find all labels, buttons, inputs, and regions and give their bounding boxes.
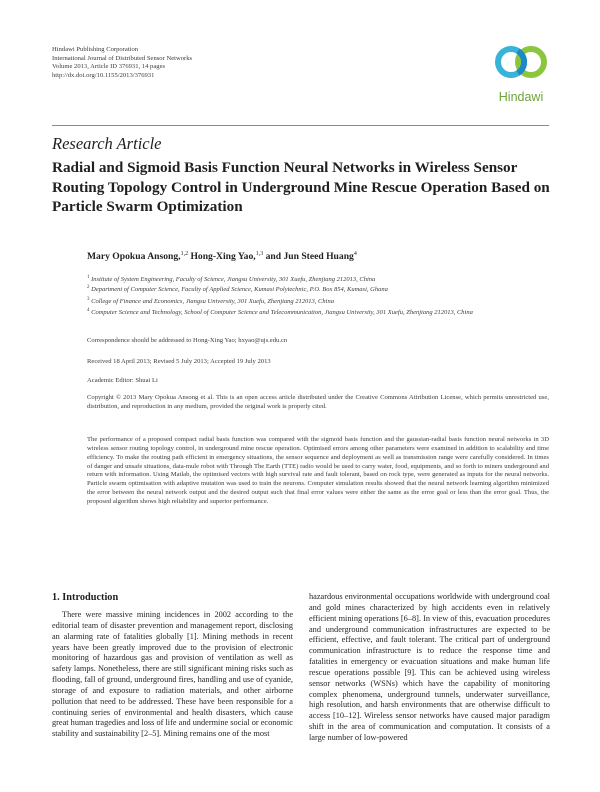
affiliation-text: Institute of System Engineering, Faculty of Science, Jiangsu University, 301 Xuefu, Zhenjiang 212013, China [91,276,376,284]
body-column-left: There were massive mining incidences in 2002 according to the editorial team of disaster prevention and management report, disclosing an alarming rate of fatalities globally [1]. Mining methods in recent years have been greatly improved due to the provision of electronic monitoring of hazardous gas and provision of ventilation as well as safety lamps. Nonetheless, there are still significant mining risks such as flooding, fall of ground, underground fires, handling and use of cyanide, storage of and exposure to radiation materials, and other airborne pollution that need to be addressed. These have been responsible for a continuing series of environmental and health disasters, which cause great human tragedies and loss of life and undermine social or economic stability and sustainability [2–5]. Mining remains one of the most [52,610,293,739]
author-name: Mary Opokua Ansong, [87,251,181,263]
author-affiliation-mark: 1,2 [180,251,189,257]
journal-name: International Journal of Distributed Sensor Networks [52,54,193,62]
affiliation-text: College of Finance and Economics, Jiangsu University, 301 Xuefu, Zhenjiang 212013, China [91,298,334,306]
author-affiliation-mark: 1,3 [255,251,264,257]
affiliation-number: 1 [87,275,90,280]
affiliation [87,296,507,307]
author-affiliation-mark: 4 [353,251,357,257]
paper-title: Radial and Sigmoid Basis Function Neural Networks in Wireless Sensor Routing Topology Control in Underground Mine Rescue Operation Based on Particle Swarm Optimization [52,159,550,215]
hindawi-logo [488,36,554,106]
abstract: The performance of a proposed compact radial basis function was compared with the sigmoid basis function and the gaussian-radial basis function neural networks in 3D wireless sensor routing topology control, in underground mine rescue operation. Optimised errors among other parameters were examined in addition to scalability and time efficiency. To make the routing path efficient in emergency situations, the sensor sequence and deployment as well as transmission range were carefully considered. In times of danger and unsafe situations, data-mule robot with Through The Earth (TTE) radio would be used to carry water, food, equipments, and so forth to miners underground and return with information. Using Matlab, the optimised vectors with high survival rate and fault tolerant, based on rock type, were generated as inputs for the neural networks. Particle swarm optimisation with adaptive mutation was used to train the neurons. Computer simulation results showed that the neural network learning algorithm minimized the error between the neural network output and the desired output such that final error values were either the same as the error goal or less than the error goal. Thus, the proposed algorithm shows high reliability and superior performance. [87,436,549,505]
header-divider [52,125,549,126]
copyright-notice: Copyright © 2013 Mary Opokua Ansong et al. This is an open access article distributed under the Creative Commons Attribution License, which permits unrestricted use, distribution, and reproduction in any medium, provided the original work is properly cited. [87,394,549,410]
affiliation [87,307,482,318]
doi-link[interactable]: http://dx.doi.org/10.1155/2013/376931 [52,71,155,79]
body-column-right: hazardous environmental occupations worldwide with underground coal and gold mines characterized by high accidents even in relatively efficient mining operations [6–8]. In view of this, evacuation procedures and underground communication infrastructures are expected to be efficient, effective, and fault tolerant. The critical part of underground communication infrastructure is to reduce the response time and fatalities in emergency or evacuation situations and make human life rescue operations possible [9]. This can be achieved using wireless sensor networks (WSNs) which have the capability of monitoring complex phenomena, underground tunnels, underwater surveillance, high resolution, and harsh environments that are otherwise difficult to access [10–12]. Wireless sensor networks have caused major paradigm shift in the area of communication and computation. It consists of a large number of low-powered [309,592,550,742]
author-list [87,251,357,262]
article-dates: Received 18 April 2013; Revised 5 July 2013; Accepted 19 July 2013 [87,358,271,365]
affiliation [87,284,507,295]
author-name: Hong-Xing Yao, [188,251,256,263]
affiliation-text: Computer Science and Technology, School of Computer Science and Telecommunication, Jiangsu University, 301 Xuefu, Zhenjiang 212013, China [91,309,473,317]
journal-header [52,46,192,80]
affiliation-number: 3 [87,297,90,302]
affiliation-number: 2 [87,285,90,290]
academic-editor: Academic Editor: Shuai Li [87,377,158,384]
section-heading: 1. Introduction [52,592,119,603]
affiliation-number: 4 [87,308,90,313]
logo-text: Hindawi [498,90,544,104]
hindawi-rings-icon [488,36,554,90]
article-type: Research Article [52,134,162,153]
correspondence: Correspondence should be addressed to Hong-Xing Yao; hxyao@ujs.edu.cn [87,337,288,344]
volume-line: Volume 2013, Article ID 376931, 14 pages [52,63,166,71]
author-name: and Jun Steed Huang [263,251,354,263]
affiliation-text: Department of Computer Science, Faculty of Applied Science, Kumasi Polytechnic, P.O. Box 854, Kumasi, Ghana [91,286,388,294]
publisher: Hindawi Publishing Corporation [52,46,139,53]
